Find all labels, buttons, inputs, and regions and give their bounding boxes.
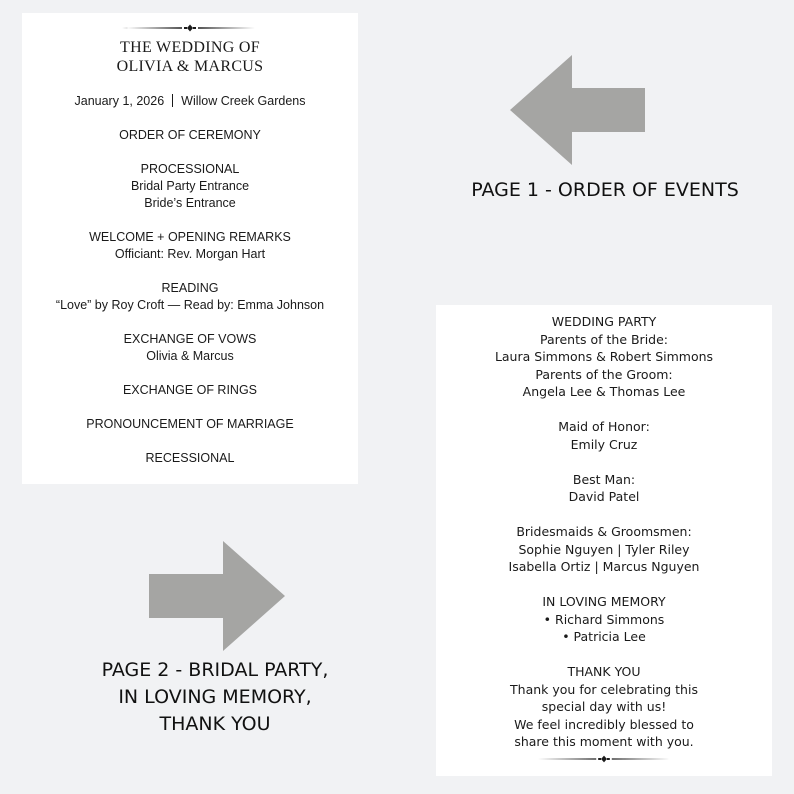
title-line-2: OLIVIA & MARCUS: [116, 58, 264, 75]
block-line: Best Man:: [572, 471, 636, 487]
order-heading: ORDER OF CEREMONY: [119, 128, 261, 142]
block-line: Angela Lee & Thomas Lee: [522, 384, 686, 399]
ceremony-section: [22, 161, 358, 212]
block-line: Sophie Nguyen | Tyler Riley: [518, 541, 690, 557]
page-2-caption: [60, 657, 370, 738]
section-heading: PROCESSIONAL: [140, 162, 240, 176]
caption-line: IN LOVING MEMORY,: [118, 686, 312, 708]
ceremony-section: [22, 331, 358, 365]
bridesmaids-groomsmen-block: [436, 523, 772, 576]
section-line: “Love” by Roy Croft — Read by: Emma Johnson: [55, 298, 325, 312]
wedding-date: January 1, 2026: [74, 94, 165, 108]
section-heading: RECESSIONAL: [145, 451, 235, 465]
block-line: IN LOVING MEMORY: [542, 594, 666, 609]
in-loving-memory-block: [436, 593, 772, 646]
ceremony-section: [22, 229, 358, 263]
ceremony-section: [22, 416, 358, 433]
arrow-right-icon: [149, 541, 285, 651]
ceremony-section: [22, 280, 358, 314]
caption-line: PAGE 2 - BRIDAL PARTY,: [101, 659, 329, 681]
section-heading: PRONOUNCEMENT OF MARRIAGE: [86, 417, 294, 431]
section-line: Officiant: Rev. Morgan Hart: [114, 247, 266, 261]
block-line: We feel incredibly blessed to: [514, 716, 694, 732]
block-line: special day with us!: [541, 699, 667, 714]
block-line: WEDDING PARTY: [551, 314, 657, 329]
arrow-left-icon: [510, 55, 646, 165]
section-heading: EXCHANGE OF RINGS: [122, 383, 258, 397]
maid-of-honor-block: [436, 418, 772, 453]
section-line: Olivia & Marcus: [146, 349, 234, 363]
block-line: Bridesmaids & Groomsmen:: [516, 524, 692, 539]
section-heading: WELCOME + OPENING REMARKS: [89, 230, 291, 244]
ceremony-section: [22, 382, 358, 399]
thank-you-block: [436, 663, 772, 751]
block-line: Laura Simmons & Robert Simmons: [494, 349, 714, 364]
block-line: Parents of the Bride:: [539, 331, 669, 347]
program-page-1: [22, 13, 358, 484]
block-line: Isabella Ortiz | Marcus Nguyen: [508, 559, 700, 574]
page-1-caption: PAGE 1 - ORDER OF EVENTS: [471, 179, 739, 201]
block-line: share this moment with you.: [514, 734, 694, 749]
ceremony-section: [22, 450, 358, 467]
caption-line: THANK YOU: [159, 713, 271, 735]
section-line: Bride’s Entrance: [144, 196, 236, 210]
vertical-separator: [172, 94, 173, 107]
program-page-2: [436, 305, 772, 776]
block-line: • Richard Simmons: [543, 611, 665, 627]
block-line: • Patricia Lee: [562, 629, 646, 644]
wedding-party-block: [436, 313, 772, 401]
block-line: Maid of Honor:: [558, 419, 650, 434]
wedding-venue: Willow Creek Gardens: [181, 94, 306, 108]
section-heading: EXCHANGE OF VOWS: [123, 332, 257, 346]
block-line: Parents of the Groom:: [535, 366, 673, 382]
block-line: David Patel: [568, 489, 640, 504]
ornament-divider-icon: [120, 24, 260, 32]
block-line: Thank you for celebrating this: [510, 681, 698, 697]
section-line: Bridal Party Entrance: [130, 179, 250, 193]
block-line: Emily Cruz: [570, 436, 638, 452]
wedding-title: [22, 38, 358, 76]
date-venue-line: [22, 93, 358, 110]
title-line-1: THE WEDDING OF: [120, 39, 260, 56]
block-line: THANK YOU: [567, 664, 641, 679]
best-man-block: [436, 471, 772, 506]
section-heading: READING: [161, 281, 219, 295]
ornament-divider-icon: [536, 755, 672, 763]
